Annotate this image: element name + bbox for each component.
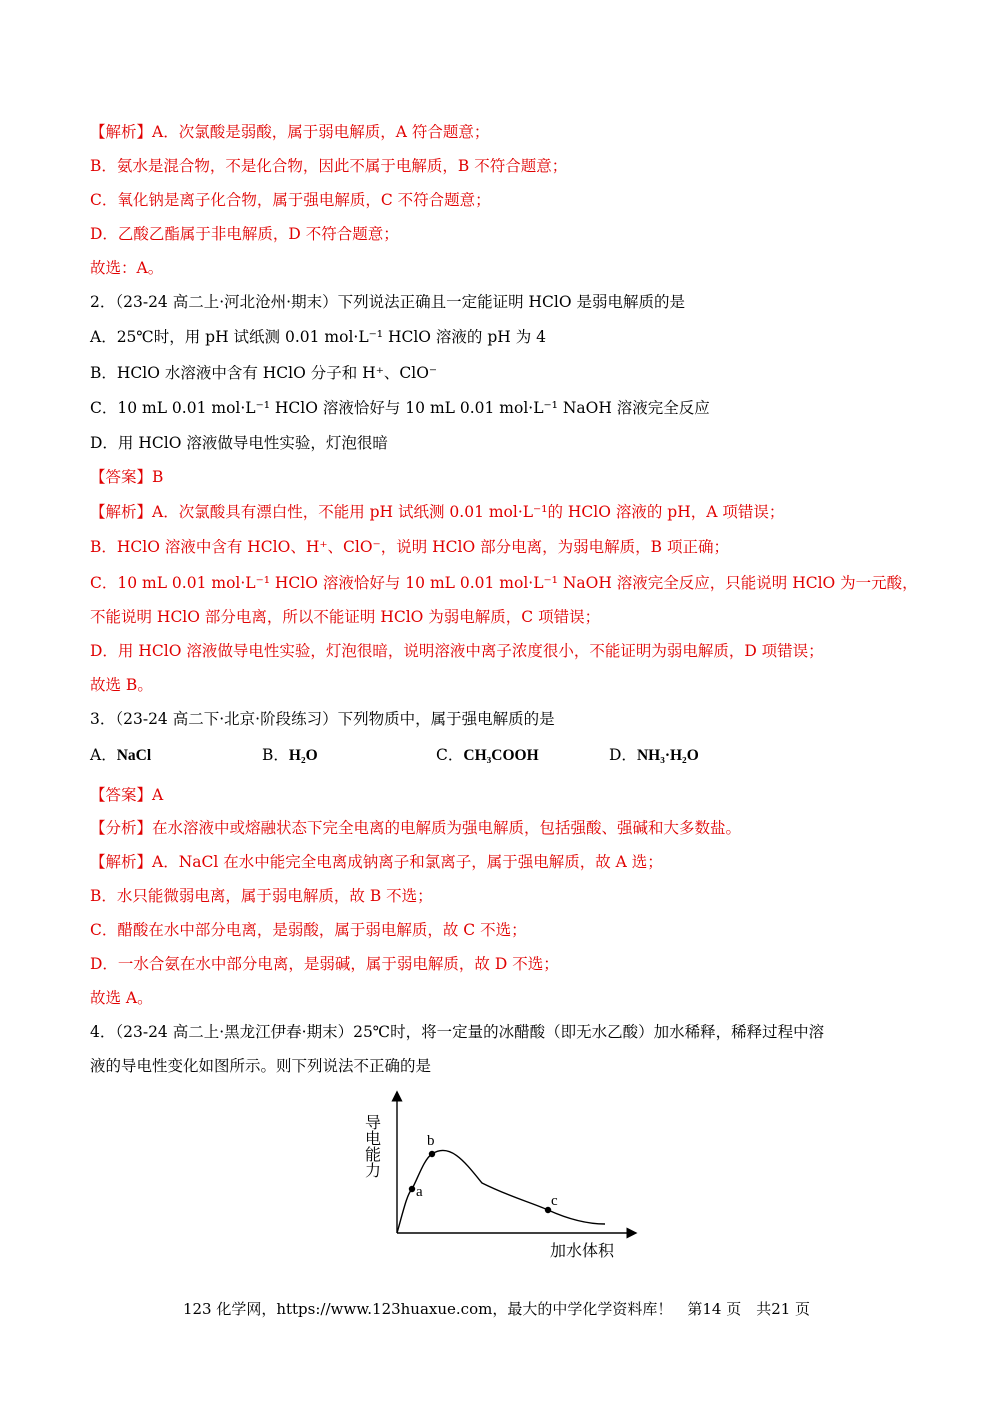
text-line: C．醋酸在水中部分电离，是弱酸，属于弱电解质，故 C 不选； bbox=[90, 921, 527, 939]
text-line: 故选 A。 bbox=[90, 989, 153, 1007]
x-axis-label: 加水体积 bbox=[550, 1241, 615, 1260]
option-formula: NH₃·H₂O bbox=[636, 747, 699, 764]
question-3-stem: 3．（23-24 高二下·北京·阶段练习）下列物质中，属于强电解质的是 bbox=[90, 710, 555, 728]
text-line: D．一水合氨在水中部分电离，是弱碱，属于弱电解质，故 D 不选； bbox=[90, 955, 559, 973]
answer-label: 【答案】B bbox=[90, 468, 164, 486]
question-3-option-b bbox=[262, 745, 318, 766]
point-c-label: c bbox=[551, 1193, 558, 1209]
question-3-option-a bbox=[90, 745, 151, 766]
text-line: 故选：A。 bbox=[90, 259, 164, 277]
text-line: B．水只能微弱电离，属于弱电解质，故 B 不选； bbox=[90, 887, 433, 905]
option-formula: NaCl bbox=[116, 747, 152, 764]
text-line: D．乙酸乙酯属于非电解质，D 不符合题意； bbox=[90, 225, 399, 243]
page-footer: 123 化学网，https://www.123huaxue.com，最大的中学化学资料库！ 第14 页 共21 页 bbox=[182, 1300, 811, 1318]
question-2-option-b: B．HClO 水溶液中含有 HClO 分子和 H⁺、ClO⁻ bbox=[90, 364, 438, 382]
question-2-option-a: A．25℃时，用 pH 试纸测 0.01 mol·L⁻¹ HClO 溶液的 pH 为 4 bbox=[90, 328, 546, 346]
text-line: B．HClO 溶液中含有 HClO、H⁺、ClO⁻，说明 HClO 部分电离，为弱电解质，B 项正确； bbox=[90, 538, 729, 556]
point-a-marker bbox=[409, 1186, 415, 1192]
option-label: A． bbox=[90, 746, 117, 764]
option-label: D． bbox=[609, 746, 637, 764]
option-label: B． bbox=[262, 746, 289, 764]
point-a-label: a bbox=[416, 1184, 423, 1200]
option-label: C． bbox=[436, 746, 464, 764]
conductivity-graph bbox=[360, 1090, 640, 1265]
y-axis-label: 导电能力 bbox=[362, 1114, 382, 1178]
point-b-marker bbox=[429, 1151, 435, 1157]
option-formula: CH₃COOH bbox=[463, 747, 539, 764]
text-line: 【解析】A．NaCl 在水中能完全电离成钠离子和氯离子，属于强电解质，故 A 选； bbox=[90, 853, 663, 871]
question-3-option-c bbox=[436, 745, 539, 766]
text-line: C．氧化钠是离子化合物，属于强电解质，C 不符合题意； bbox=[90, 191, 491, 209]
text-line: 【分析】在水溶液中或熔融状态下完全电离的电解质为强电解质，包括强酸、强碱和大多数盐。 bbox=[90, 819, 742, 837]
text-line: 故选 B。 bbox=[90, 676, 153, 694]
text-line: 【解析】A．次氯酸具有漂白性，不能用 pH 试纸测 0.01 mol·L⁻¹的 HClO 溶液的 pH，A 项错误； bbox=[90, 503, 785, 521]
question-2-stem: 2．（23-24 高二上·河北沧州·期末）下列说法正确且一定能证明 HClO 是弱电解质的是 bbox=[90, 293, 685, 311]
question-2-option-d: D．用 HClO 溶液做导电性实验，灯泡很暗 bbox=[90, 434, 388, 452]
question-3-option-d bbox=[609, 745, 699, 766]
text-line: D．用 HClO 溶液做导电性实验，灯泡很暗，说明溶液中离子浓度很小，不能证明为弱电解质，D 项错误； bbox=[90, 642, 824, 660]
text-line: 不能说明 HClO 部分电离，所以不能证明 HClO 为弱电解质，C 项错误； bbox=[90, 608, 601, 626]
point-b-label: b bbox=[427, 1133, 435, 1149]
text-line: C．10 mL 0.01 mol·L⁻¹ HClO 溶液恰好与 10 mL 0.01 mol·L⁻¹ NaOH 溶液完全反应，只能说明 HClO 为一元酸， bbox=[90, 574, 918, 592]
question-4-stem-cont: 液的导电性变化如图所示。则下列说法不正确的是 bbox=[90, 1057, 432, 1075]
text-line: B．氨水是混合物，不是化合物，因此不属于电解质，B 不符合题意； bbox=[90, 157, 568, 175]
question-2-option-c: C．10 mL 0.01 mol·L⁻¹ HClO 溶液恰好与 10 mL 0.01 mol·L⁻¹ NaOH 溶液完全反应 bbox=[90, 399, 710, 417]
text-line: 【解析】A．次氯酸是弱酸，属于弱电解质，A 符合题意； bbox=[90, 123, 490, 141]
answer-label: 【答案】A bbox=[90, 786, 164, 804]
option-formula: H₂O bbox=[288, 747, 318, 764]
conductivity-curve bbox=[397, 1150, 605, 1233]
question-4-stem: 4．（23-24 高二上·黑龙江伊春·期末）25℃时，将一定量的冰醋酸（即无水乙酸）加水稀释，稀释过程中溶 bbox=[90, 1023, 825, 1041]
